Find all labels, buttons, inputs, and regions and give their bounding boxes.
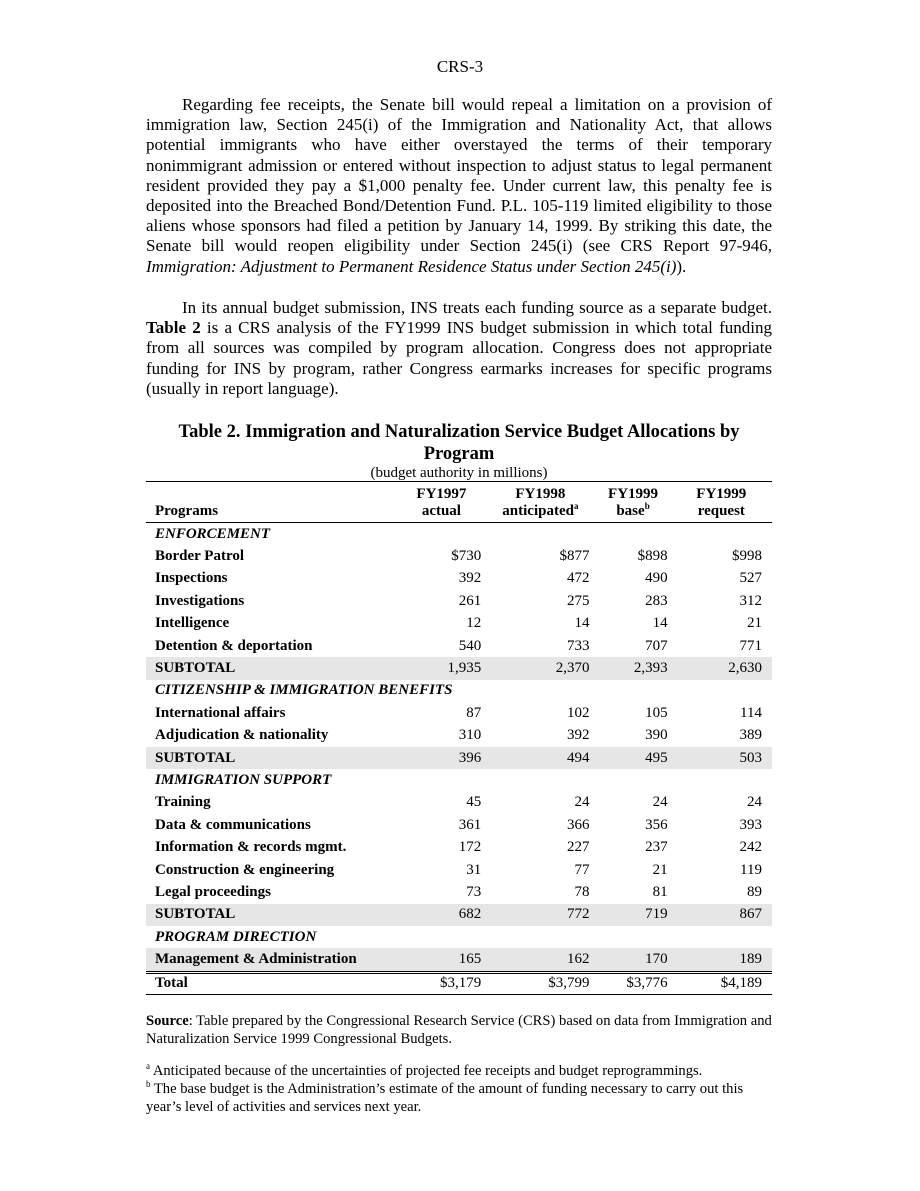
- section-support: IMMIGRATION SUPPORT: [155, 771, 332, 788]
- table-row: Legal proceedings 73 78 81 89: [155, 883, 762, 900]
- table-row: Construction & engineering 31 77 21 119: [155, 861, 762, 878]
- table-subtitle: (budget authority in millions): [370, 465, 548, 481]
- total-row: Total $3,179 $3,799 $3,776 $4,189: [146, 972, 772, 994]
- table-row: Management & Administration 165 162 170 189: [146, 948, 772, 972]
- table-row: Detention & deportation 540 733 707 771: [155, 637, 762, 654]
- footnote-a: $^a$ Anticipated because of the uncertainties of projected fee receipts and budget reprogrammings.: [146, 1061, 703, 1079]
- table-header-row: [146, 482, 772, 523]
- paragraph-text: In its annual budget submission, INS treats each funding source as a separate budget.: [182, 298, 772, 317]
- header-programs: Programs: [155, 503, 219, 519]
- subtotal-row: SUBTOTAL 396 494 495 503: [146, 747, 772, 769]
- table-row: Training 45 24 24 24: [155, 794, 762, 811]
- paragraph-text: ).: [676, 256, 687, 276]
- header-fy1999-base: FY1999 base$^b$: [608, 486, 659, 519]
- section-direction: PROGRAM DIRECTION: [155, 928, 317, 945]
- source-note: Source: Table prepared by the Congressional Research Service (CRS) based on data from Immigration and Naturalization Service 1999 Congressional Budgets.: [146, 1013, 772, 1047]
- paragraph-budget-submission: [146, 298, 772, 399]
- budget-table: [146, 481, 772, 995]
- section-enforcement: ENFORCEMENT: [155, 525, 271, 542]
- paragraph-text: is a CRS analysis of the FY1999 INS budget submission in which total funding from all sources was compiled by program allocation. Congress does not appropriate funding for INS by program, rather Congress earmarks increases for specific programs (usually in report language).: [146, 318, 772, 398]
- page-number: CRS-3: [436, 57, 484, 76]
- footnote-b: $^b$ The base budget is the Administration’s estimate of the amount of funding necessary to carry out this year’s level of activities and services next year.: [146, 1079, 744, 1115]
- header-fy1999-request: FY1999 request: [696, 486, 747, 519]
- table-row: International affairs 87 102 105 114: [155, 704, 762, 721]
- table-row: Inspections 392 472 490 527: [155, 570, 762, 587]
- table-row: Investigations 261 275 283 312: [155, 592, 762, 609]
- table-title: Table 2. Immigration and Naturalization Service Budget Allocations by Program: [178, 422, 740, 464]
- subtotal-row: SUBTOTAL 1,935 2,370 2,393 2,630: [146, 657, 772, 679]
- table-row: Border Patrol $730 $877 $898 $998: [155, 548, 762, 565]
- report-title-italic: Immigration: Adjustment to Permanent Residence Status under Section 245(i): [146, 256, 677, 276]
- section-benefits: CITIZENSHIP & IMMIGRATION BENEFITS: [155, 682, 453, 699]
- table-row: Intelligence 12 14 14 21: [155, 615, 762, 632]
- table-row: Data & communications 361 366 356 393: [155, 816, 762, 833]
- table-row: Information & records mgmt. 172 227 237 242: [155, 839, 762, 856]
- subtotal-row: SUBTOTAL 682 772 719 867: [146, 904, 772, 926]
- table-reference: Table 2: [146, 318, 201, 338]
- header-fy1998: FY1998 anticipated$^a$: [502, 486, 579, 519]
- table-row: Adjudication & nationality 310 392 390 389: [155, 727, 762, 744]
- paragraph-text: Regarding fee receipts, the Senate bill would repeal a limitation on a provision of immigration law, Section 245(i) of the Immigration and Nationality Act, that allows potential immigrants who have either overstayed the terms of their temporary nonimmigrant admission or entered without inspection to adjust status to legal permanent resident provided they pay a $1,000 penalty fee. Under current law, this penalty fee is deposited into the Breached Bond/Detention Fund. P.L. 105-119 limited eligibility to those aliens whose sponsors had filed a petition by January 14, 1999. By striking this date, the Senate bill would reopen eligibility under Section 245(i) (see CRS Report 97-946,: [146, 95, 772, 256]
- header-fy1997: FY1997 actual: [416, 486, 467, 519]
- paragraph-fee-receipts: [146, 95, 772, 277]
